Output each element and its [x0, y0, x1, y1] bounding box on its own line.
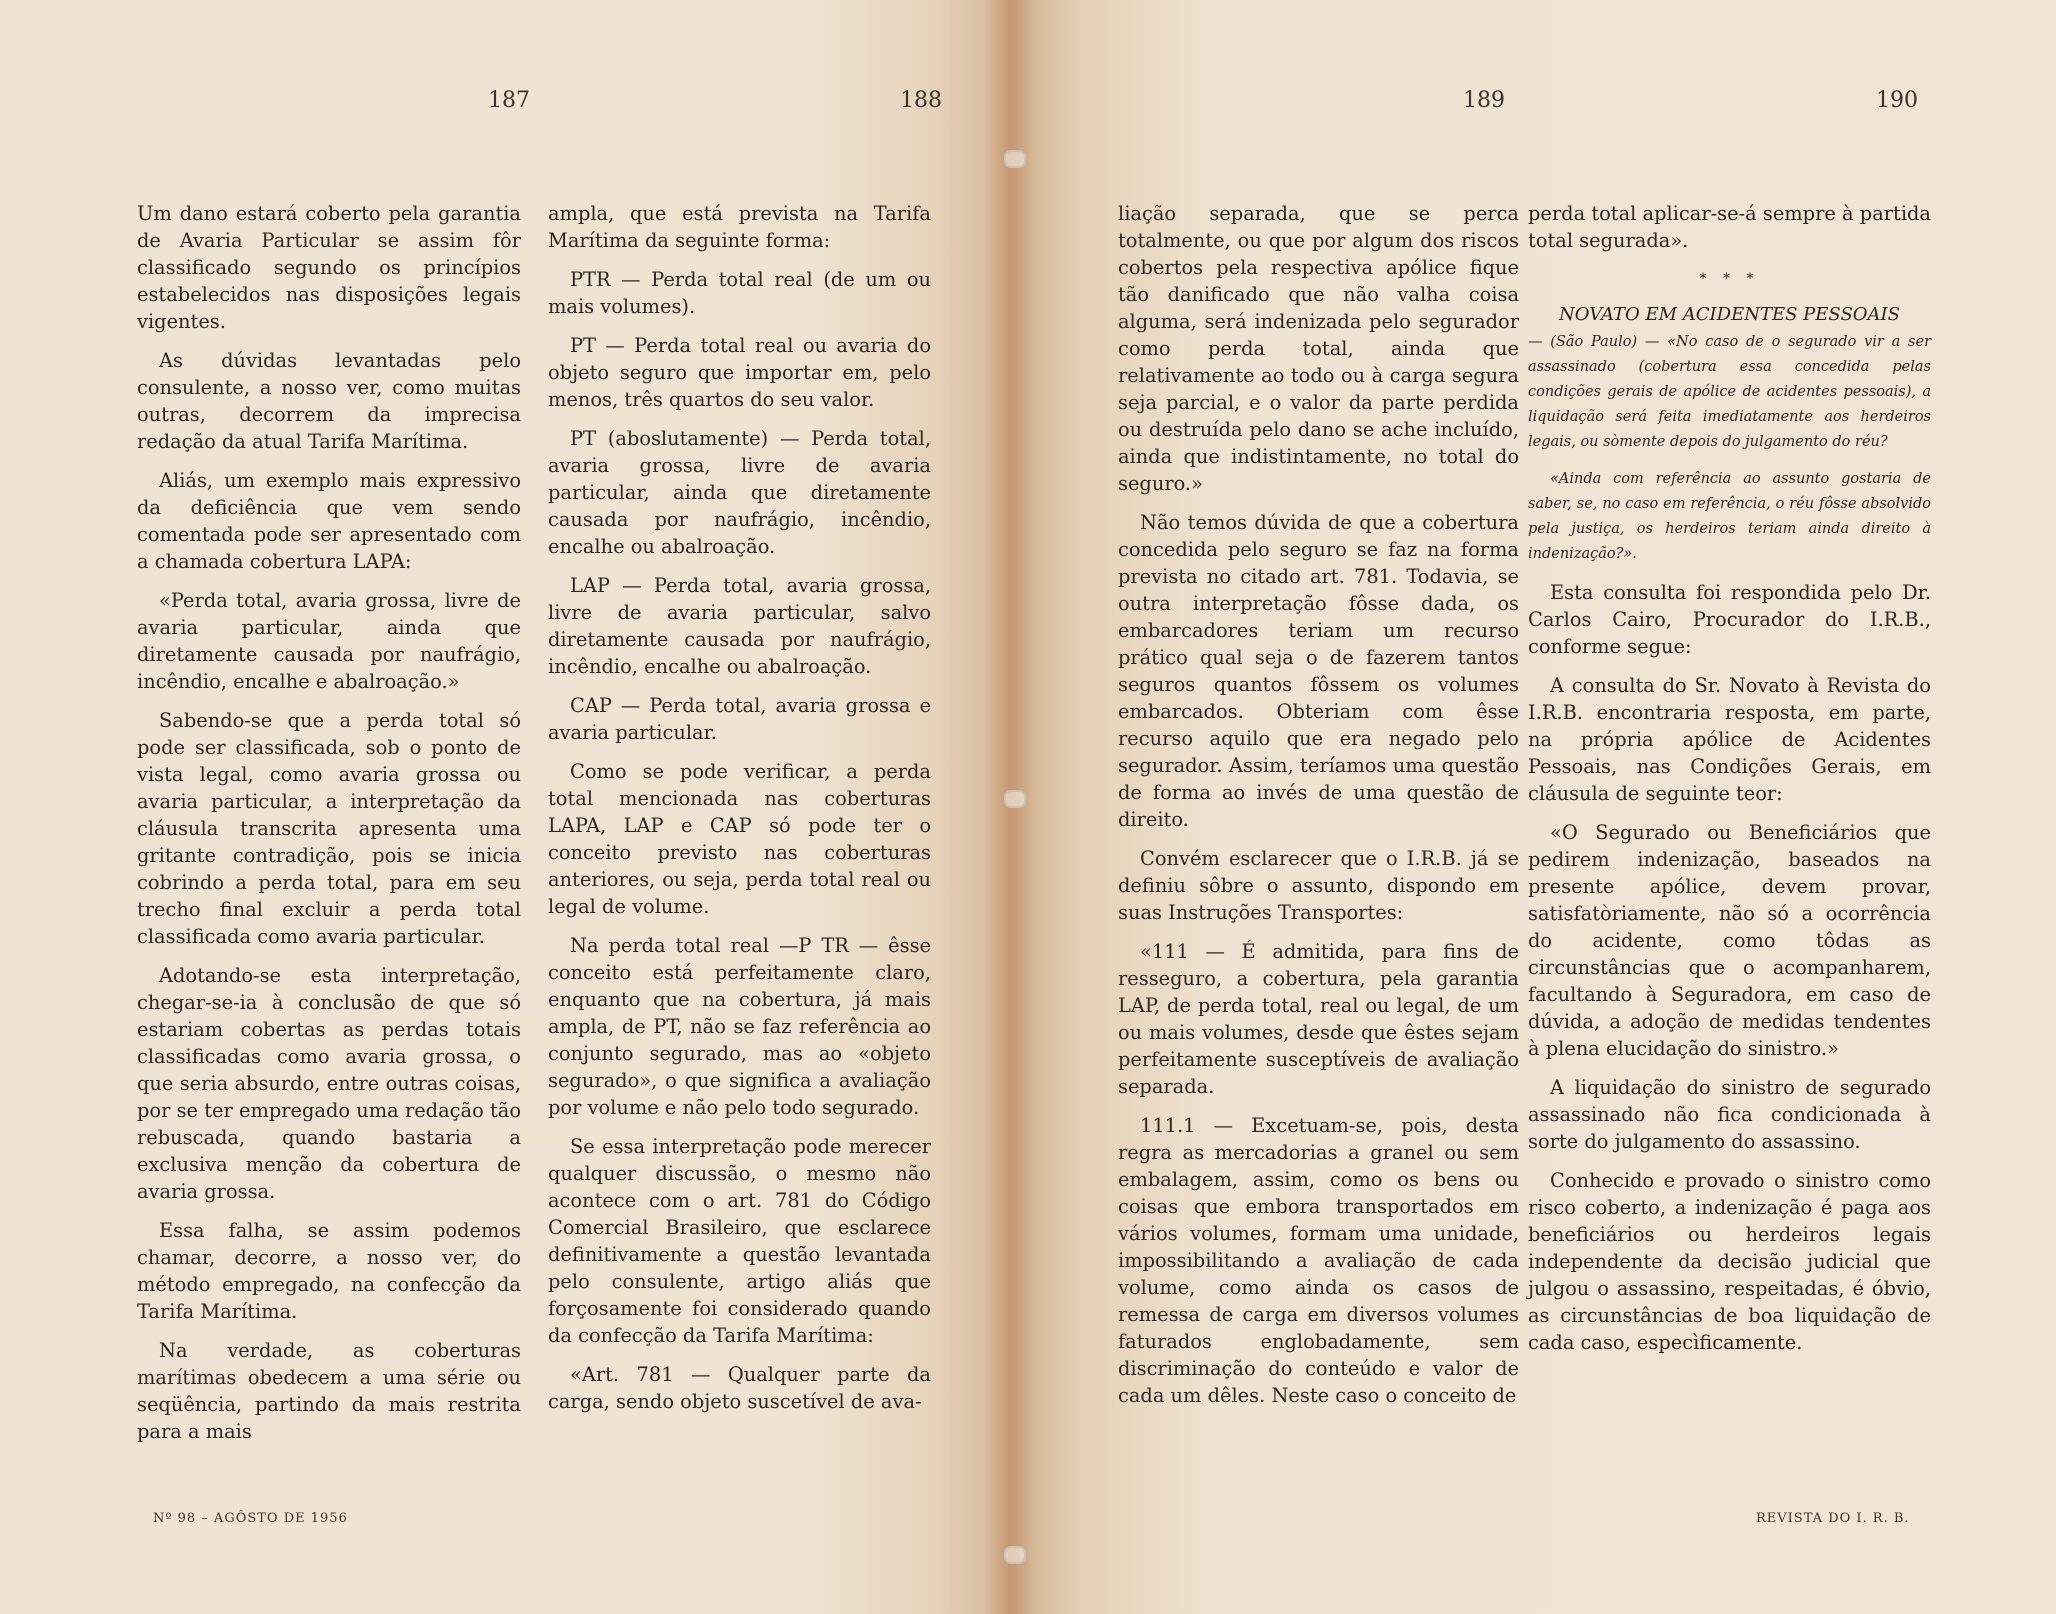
footer-journal: REVISTA DO I. R. B. [1756, 1511, 1910, 1526]
paragraph: Se essa interpretação pode merecer qualquer discussão, o mesmo não acontece com o art. 781 do Código Comercial Brasileiro, que esclarece definitivamente a questão levantada pelo consulente, artigo aliás que forçosamente foi considerado quando da confecção da Tarifa Marítima: [548, 1135, 931, 1347]
definition-cap: CAP — Perda total, avaria grossa e avaria particular. [548, 694, 931, 744]
quote-paragraph: «111 — É admitida, para fins de resseguro, a cobertura, pela garantia LAP, de perda total, real ou legal, de um ou mais volumes, desde que êstes sejam perfeitamente susceptíveis de avaliação separada. [1118, 940, 1519, 1098]
left-page [0, 0, 1008, 1614]
definition-pt-absolute: PT (aboslutamente) — Perda total, avaria grossa, livre de avaria particular, ainda que diretamente causada por naufrágio, incêndio, encalhe ou abalroação. [548, 427, 931, 558]
paragraph: Na verdade, as coberturas marítimas obedecem a uma série ou seqüência, partindo da mais restrita para a mais [137, 1339, 521, 1443]
paragraph: A liquidação do sinistro de segurado assassinado não fica condicionada à sorte do julgamento do assassino. [1528, 1076, 1931, 1153]
paragraph: Na perda total real —P TR — êsse conceito está perfeitamente claro, enquanto que na cobertura, já mais ampla, de PT, não se faz referência ao conjunto segurado, mas ao «objeto segurado», o que significa a avaliação por volume e não pelo todo segurado. [548, 934, 931, 1119]
paragraph: Um dano estará coberto pela garantia de Avaria Particular se assim fôr classificado segundo os princípios estabelecidos nas disposições legais vigentes. [137, 202, 521, 333]
consultation-question: «Ainda com referência ao assunto gostaria de saber, se, no caso em referência, o réu fôsse absolvido pela justiça, os herdeiros teriam ainda direito à indenização?». [1528, 471, 1931, 562]
column-2 [548, 200, 931, 1427]
paragraph: A consulta do Sr. Novato à Revista do I.R.B. encontraria resposta, em parte, na própria apólice de Acidentes Pessoais, nas Condições Gerais, em cláusula de seguinte teor: [1528, 674, 1931, 805]
paragraph: Não temos dúvida de que a cobertura concedida pelo seguro se faz na forma prevista no citado art. 781. Todavia, se outra interpretação fôsse dada, os embarcadores teriam um recurso prático qual seja o de fazerem tantos seguros quantos fôssem os volumes embarcados. Obteriam com êsse recurso aquilo que era negado pelo segurador. Assim, teríamos uma questão de forma ao invés de uma questão de direito. [1118, 511, 1519, 831]
binding-thread [1004, 790, 1026, 808]
definition-pt: PT — Perda total real ou avaria do objeto seguro que importar em, pelo menos, três quartos do seu valor. [548, 334, 931, 411]
paragraph: Adotando-se esta interpretação, chegar-se-ia à conclusão de que só estariam cobertas as perdas totais classificadas como avaria grossa, o que seria absurdo, entre outras coisas, por se ter empregado uma redação tão rebuscada, quando bastaria a exclusiva menção da cobertura de avaria grossa. [137, 964, 521, 1203]
column-1 [137, 200, 521, 1457]
page-number-188: 188 [900, 88, 942, 113]
definition-ptr: PTR — Perda total real (de um ou mais volumes). [548, 268, 931, 318]
paragraph: Aliás, um exemplo mais expressivo da deficiência que vem sendo comentada pode ser apresentado com a chamada cobertura LAPA: [137, 469, 521, 573]
column-3 [1118, 200, 1519, 1421]
section-title: NOVATO EM ACIDENTES PESSOAIS [1559, 304, 1900, 325]
quote-paragraph: «O Segurado ou Beneficiários que pedirem indenização, baseados na presente apólice, devem provar, satisfatòriamente, não só a ocorrência do acidente, como tôdas as circunstâncias que o acompanharem, facultando à Seguradora, em caso de dúvida, a adoção de medidas tendentes à plena elucidação do sinistro.» [1528, 821, 1931, 1060]
paragraph: Convém esclarecer que o I.R.B. já se definiu sôbre o assunto, dispondo em suas Instruções Transportes: [1118, 847, 1519, 924]
right-page [1008, 0, 2056, 1614]
binding-thread [1004, 1546, 1026, 1564]
quote-paragraph: 111.1 — Excetuam-se, pois, desta regra as mercadorias a granel ou sem embalagem, assim, como os bens ou coisas que embora transportados em vários volumes, formam uma unidade, impossibilitando a avaliação de cada volume, como ainda os casos de remessa de carga em diversos volumes faturados englobadamente, sem discriminação do conteúdo e valor de cada um dêles. Neste caso o conceito de [1118, 1114, 1519, 1407]
quote-paragraph: «Art. 781 — Qualquer parte da carga, sendo objeto suscetível de ava- [548, 1363, 931, 1413]
paragraph: ampla, que está prevista na Tarifa Marítima da seguinte forma: [548, 202, 931, 252]
paragraph: As dúvidas levantadas pelo consulente, a nosso ver, como muitas outras, decorrem da imprecisa redação da atual Tarifa Marítima. [137, 349, 521, 453]
paragraph: Essa falha, se assim podemos chamar, decorre, a nosso ver, do método empregado, na confecção da Tarifa Marítima. [137, 1219, 521, 1323]
quote-paragraph: «Perda total, avaria grossa, livre de avaria particular, ainda que diretamente causada por naufrágio, incêndio, encalhe e abalroação.» [137, 589, 521, 693]
paragraph: Esta consulta foi respondida pelo Dr. Carlos Cairo, Procurador do I.R.B., conforme segue: [1528, 581, 1931, 658]
page-number-190: 190 [1876, 88, 1918, 113]
paragraph: perda total aplicar-se-á sempre à partida total segurada». [1528, 202, 1931, 252]
binding-thread [1004, 150, 1026, 168]
column-4 [1528, 200, 1931, 1368]
paragraph: Conhecido e provado o sinistro como risco coberto, a indenização é paga aos beneficiários ou herdeiros legais independente da decisão judicial que julgou o assassino, respeitadas, é óbvio, as circunstâncias de boa liquidação de cada caso, especìficamente. [1528, 1169, 1931, 1354]
paragraph: Sabendo-se que a perda total só pode ser classificada, sob o ponto de vista legal, como avaria grossa ou avaria particular, a interpretação da cláusula transcrita apresenta uma gritante contradição, pois se inicia cobrindo a perda total, para em seu trecho final excluir a perda total classificada como avaria particular. [137, 709, 521, 948]
page-number-187: 187 [488, 88, 530, 113]
page-number-189: 189 [1463, 88, 1505, 113]
paragraph: Como se pode verificar, a perda total mencionada nas coberturas LAPA, LAP e CAP só pode ter o conceito previsto nas coberturas anteriores, ou seja, perda total real ou legal de volume. [548, 760, 931, 918]
consultation-question: — (São Paulo) — «No caso de o segurado vir a ser assassinado (cobertura essa concedida pelas condições gerais de apólice de acidentes pessoais), a liquidação será feita imediatamente aos herdeiros legais, ou sòmente depois do julgamento do réu? [1528, 334, 1931, 450]
section-separator: * * * [1699, 271, 1760, 287]
definition-lap: LAP — Perda total, avaria grossa, livre de avaria particular, salvo diretamente causada por naufrágio, incêndio, encalhe ou abalroação. [548, 574, 931, 678]
paragraph: liação separada, que se perca totalmente, ou que por algum dos riscos cobertos pela respectiva apólice fique tão danificado que não valha coisa alguma, será indenizada pelo segurador como perda total, ainda que relativamente ao todo ou à carga segura seja parcial, e o valor da parte perdida ou destruída pelo dano se ache incluído, ainda que indistintamente, no total do seguro.» [1118, 202, 1519, 495]
footer-issue: Nº 98 – AGÔSTO DE 1956 [153, 1511, 348, 1526]
